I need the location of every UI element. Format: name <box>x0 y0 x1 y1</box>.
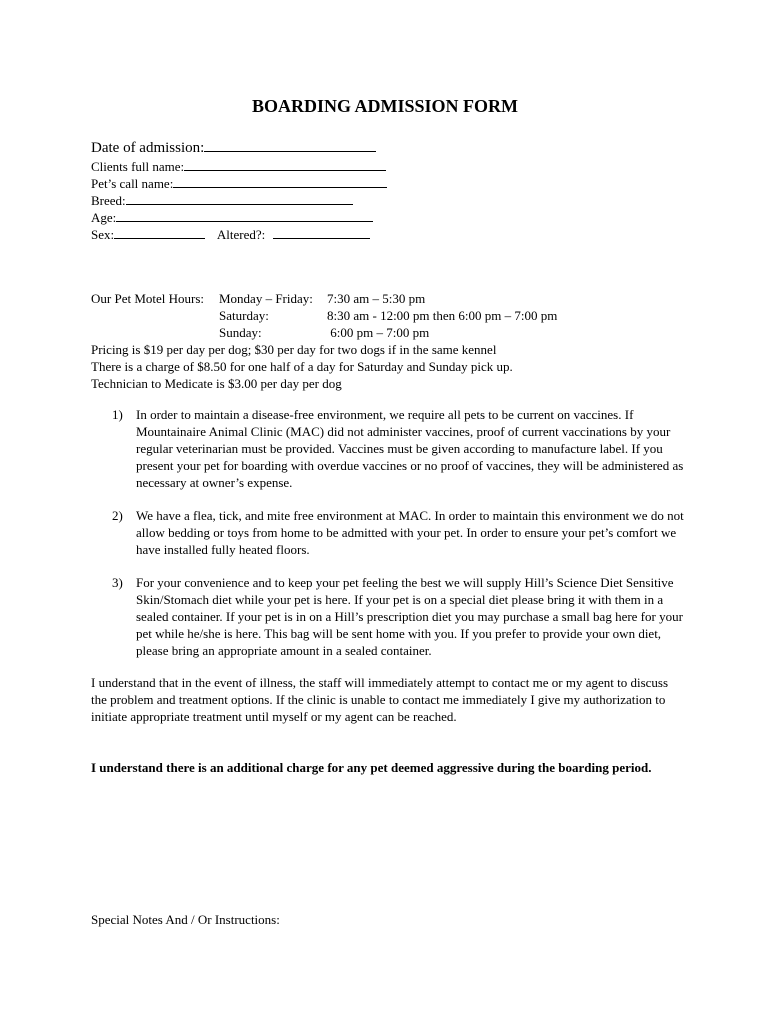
clients-full-name-label: Clients full name: <box>91 159 185 174</box>
age-label: Age: <box>91 210 117 225</box>
illness-statement: I understand that in the event of illness, the staff will immediately attempt to contact me or my agent to discuss the problem and treatment options. If the clinic is unable to contact me immediately I give my authorization to initiate appropriate treatment until myself or my agent can be reached. <box>91 675 669 724</box>
aggressive-charge-statement: I understand there is an additional charge for any pet deemed aggressive during the boarding period. <box>91 760 652 775</box>
hours-day: Sunday: <box>219 325 262 340</box>
policy-text: We have a flea, tick, and mite free environment at MAC. In order to maintain this environment we do not allow bedding or toys from home to be admitted with your pet. In order to ensure your pet’s comfort we have installed fully heated floors. <box>136 508 684 557</box>
sex-altered-row <box>91 226 387 243</box>
policy-item <box>112 507 687 558</box>
hours-row <box>91 307 557 324</box>
hours-time: 7:30 am – 5:30 pm <box>327 291 426 306</box>
hours-time: 6:00 pm – 7:00 pm <box>327 325 430 340</box>
policy-number: 3) <box>112 575 123 590</box>
hours-time: 8:30 am - 12:00 pm then 6:00 pm – 7:00 pm <box>327 308 558 323</box>
pets-call-name-field[interactable] <box>173 175 387 188</box>
breed-row <box>91 192 387 209</box>
policy-number: 2) <box>112 508 123 523</box>
policy-item <box>112 574 687 659</box>
form-title: BOARDING ADMISSION FORM <box>251 96 519 116</box>
date-of-admission-label: Date of admission: <box>91 140 205 156</box>
pets-call-name-label: Pet’s call name: <box>91 176 174 191</box>
pricing-line: Technician to Medicate is $3.00 per day per dog <box>91 376 342 391</box>
altered-label: Altered?: <box>216 227 266 242</box>
sex-field[interactable] <box>114 226 205 239</box>
clients-full-name-field[interactable] <box>184 158 386 171</box>
clients-full-name-row <box>91 158 387 175</box>
pricing-line: There is a charge of $8.50 for one half of a day for Saturday and Sunday pick up. <box>91 359 513 374</box>
age-row <box>91 209 387 226</box>
hours-row <box>91 324 557 341</box>
pet-motel-hours <box>91 290 557 341</box>
pets-call-name-row <box>91 175 387 192</box>
pet-info-fields <box>91 138 387 243</box>
hours-day: Saturday: <box>219 308 269 323</box>
pricing-line: Pricing is $19 per day per dog; $30 per day for two dogs if in the same kennel <box>91 342 497 357</box>
pricing-info <box>91 341 513 392</box>
policy-item <box>112 406 687 491</box>
hours-label: Our Pet Motel Hours: <box>91 291 205 306</box>
date-of-admission-field[interactable] <box>204 139 376 152</box>
hours-row <box>91 290 557 307</box>
sex-label: Sex: <box>91 227 115 242</box>
breed-field[interactable] <box>126 192 353 205</box>
breed-label: Breed: <box>91 193 126 208</box>
special-notes-label: Special Notes And / Or Instructions: <box>91 912 280 927</box>
age-field[interactable] <box>116 209 373 222</box>
policy-text: In order to maintain a disease-free environment, we require all pets to be current on vaccines. If Mountainaire Animal Clinic (MAC) did not administer vaccines, proof of current vaccinations by your regular veterinarian must be provided. Vaccines must be given according to manufacture label. If you present your pet for boarding with overdue vaccines or no proof of vaccines, they will be administered as necessary at owner’s expense. <box>136 407 684 490</box>
policy-text: For your convenience and to keep your pet feeling the best we will supply Hill’s Science Diet Sensitive Skin/Stomach diet while your pet is here. If your pet is on a special diet please bring it with them in a sealed container. If your pet is in on a Hill’s prescription diet you may purchase a small bag here for your pet while he/she is here. This bag will be sent home with you. If you prefer to provide your own diet, please bring an appropriate amount in a sealed container. <box>136 575 683 658</box>
policy-number: 1) <box>112 407 123 422</box>
date-of-admission-row <box>91 138 387 158</box>
hours-day: Monday – Friday: <box>219 291 313 306</box>
altered-field[interactable] <box>273 226 370 239</box>
